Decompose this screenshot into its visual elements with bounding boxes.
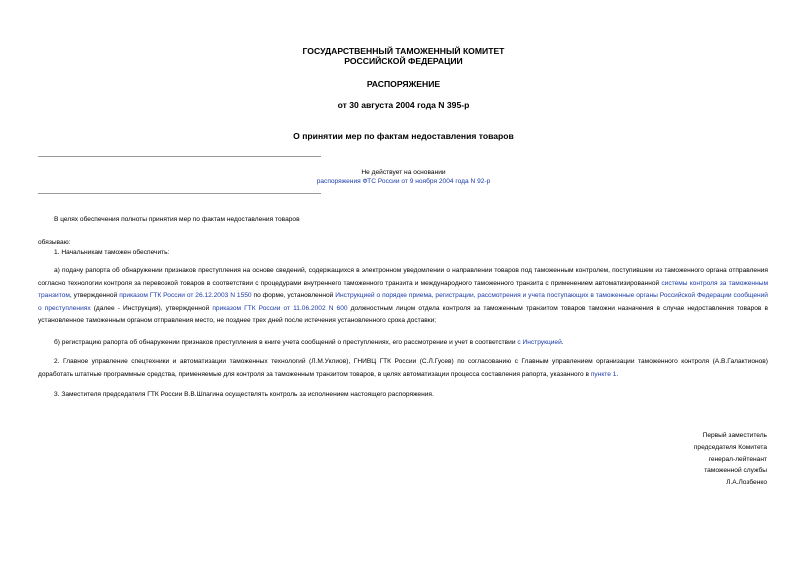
issuing-authority	[0, 46, 807, 66]
intro-paragraph: В целях обеспечения полноты принятия мер по фактам недоставления товаров	[54, 216, 300, 223]
item-2: 2. Главное управление спецтехники и автоматизации таможенных технологий (Л.М.Уклиов), ГНИВЦ ГТК России (С.Л.Гусев) по согласованию с Главным управлением организации таможенного контроля (А.В.Галактионов) доработать штатные программные средства, применяемые для контроля за таможенным транзитом товаров, в целях автоматизации процесса составления рапорта, указанного в пункте 1.	[38, 358, 768, 378]
status-notice	[0, 168, 807, 186]
item-1a: а) подачу рапорта об обнаружении признаков преступления на основе сведений, содержащихся в электронном уведомлении о направлении товаров под таможенным контролем, поступившем из таможенного органа отправления согласно технологии контроля за перевозкой товаров в соответствии с процедурами внутреннего таможенного транзита и международного таможенного транзита с применением автоматизированной системы контроля за таможенным транзитом, утвержденной приказом ГТК России от 26.12.2003 N 1550 по форме, установленной Инструкцией о порядке приема, регистрации, рассмотрения и учета поступающих в таможенные органы Российской Федерации сообщений о преступлениях (далее - Инструкция), утвержденной приказом ГТК России от 11.06.2002 N 600 должностным лицом отдела контроля за таможенным транзитом товаров таможни назначения в случае недоставления товаров в установленное таможенным органом отправления место, не позднее трех дней после истечения установленного срока доставки;	[38, 267, 768, 324]
signature-line-3: генерал-лейтенант	[708, 455, 767, 463]
link-with-instruction[interactable]: с Инструкцией	[517, 339, 562, 346]
org-line-1: ГОСУДАРСТВЕННЫЙ ТАМОЖЕННЫЙ КОМИТЕТ	[302, 46, 505, 56]
link-point-1[interactable]: пункте 1	[590, 370, 617, 378]
signature-block	[694, 430, 767, 489]
status-text: Не действует на основании	[361, 169, 446, 176]
signature-line-4: таможенной службы	[704, 467, 767, 475]
item-1: 1. Начальникам таможен обеспечить:	[54, 249, 170, 256]
link-order-1550[interactable]: приказом ГТК России от 26.12.2003 N 1550	[119, 292, 252, 299]
oblige-paragraph: обязываю:	[38, 239, 71, 246]
divider-top	[38, 156, 321, 157]
document-title: О принятии мер по фактам недоставления товаров	[293, 131, 514, 141]
item-1b: б) регистрацию рапорта об обнаружении признаков преступления в книге учета сообщений о преступлениях, его рассмотрение и учет в соответствии с Инструкцией.	[54, 339, 564, 346]
status-link[interactable]: распоряжения ФТС России от 9 ноября 2004 года N 92-р	[316, 178, 491, 185]
signature-name: Л.А.Лозбенко	[726, 479, 767, 487]
document-date-number: от 30 августа 2004 года N 395-р	[337, 100, 470, 110]
org-line-2: РОССИЙСКОЙ ФЕДЕРАЦИИ	[344, 56, 463, 66]
divider-bottom	[38, 193, 321, 194]
signature-line-2: председателя Комитета	[693, 443, 767, 451]
link-transit-control-system[interactable]: системы контроля за таможенным транзитом	[38, 279, 768, 299]
item-3: 3. Заместителя председателя ГТК России В.В.Шпагина осуществлять контроль за исполнением настоящего распоряжения.	[54, 391, 434, 398]
link-order-600[interactable]: приказом ГТК России от 11.06.2002 N 600	[212, 304, 348, 312]
document-type: РАСПОРЯЖЕНИЕ	[366, 79, 441, 89]
signature-line-1: Первый заместитель	[702, 432, 767, 439]
link-instruction[interactable]: Инструкцией о порядке приема, регистрации, рассмотрения и учета поступающих в таможенные органы Российской Федерации сообщений о преступлениях	[38, 292, 768, 312]
